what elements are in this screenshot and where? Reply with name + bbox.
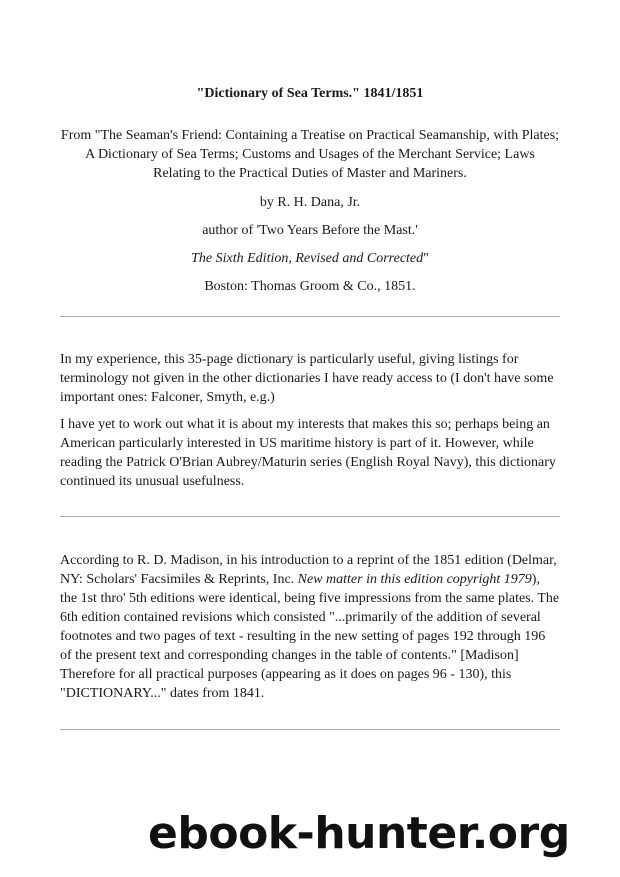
source-line: From "The Seaman's Friend: Containing a Treatise on Practical Seamanship, with Plates; A Dictionary of Sea Terms; Customs and Usages of the Merchant Service; Laws Relating to the Practical Duties of Master and Mariners. bbox=[60, 128, 560, 181]
divider-1 bbox=[60, 316, 560, 317]
edition-title: The Sixth Edition, Revised and Corrected bbox=[191, 251, 424, 266]
watermark: ebook-hunter.org bbox=[148, 808, 570, 859]
edition-line bbox=[60, 249, 560, 268]
madison-copyright: New matter in this edition copyright 1979 bbox=[297, 572, 532, 587]
author-note: author of 'Two Years Before the Mast.' bbox=[202, 223, 418, 238]
author-line: by R. H. Dana, Jr. bbox=[259, 195, 361, 210]
paragraph-interests: I have yet to work out what it is about my interests that makes this so; perhaps being an American particularly interested in US maritime history is part of it. However, while reading the Patrick O'Brian Aubrey/Maturin series (English Royal Navy), this dictionary continued its unusual usefulness. bbox=[60, 417, 556, 489]
publisher-line: Boston: Thomas Groom & Co., 1851. bbox=[204, 279, 416, 294]
front-matter bbox=[60, 126, 560, 296]
section-experience bbox=[60, 350, 560, 491]
edition-quote: " bbox=[423, 251, 429, 266]
divider-2 bbox=[60, 516, 560, 517]
page-title: "Dictionary of Sea Terms." 1841/1851 bbox=[196, 86, 424, 101]
madison-text-1: According to R. D. Madison, in his introduction to a reprint of the 1851 edition (Delmar, NY: Scholars' Facsimiles & Reprints, Inc. bbox=[60, 553, 557, 587]
madison-text-2: ), the 1st thro' 5th editions were identical, being five impressions from the same plates. The 6th edition contained revisions which consisted "...primarily of the addition of several footnotes and two pages of text - resulting in the new setting of pages 192 through 196 of the present text and corresponding changes in the table of contents." [Madison] Therefore for all practical purposes (appearing as it does on pages 96 - 130), this "DICTIONARY..." dates from 1841. bbox=[60, 572, 560, 701]
paragraph-madison bbox=[60, 551, 560, 703]
paragraph-usefulness: In my experience, this 35-page dictionary is particularly useful, giving listings for terminology not given in the other dictionaries I have ready access to (I don't have some important ones: Falconer, Smyth, e.g.) bbox=[60, 352, 554, 405]
divider-3 bbox=[60, 729, 560, 730]
section-madison bbox=[60, 551, 560, 703]
